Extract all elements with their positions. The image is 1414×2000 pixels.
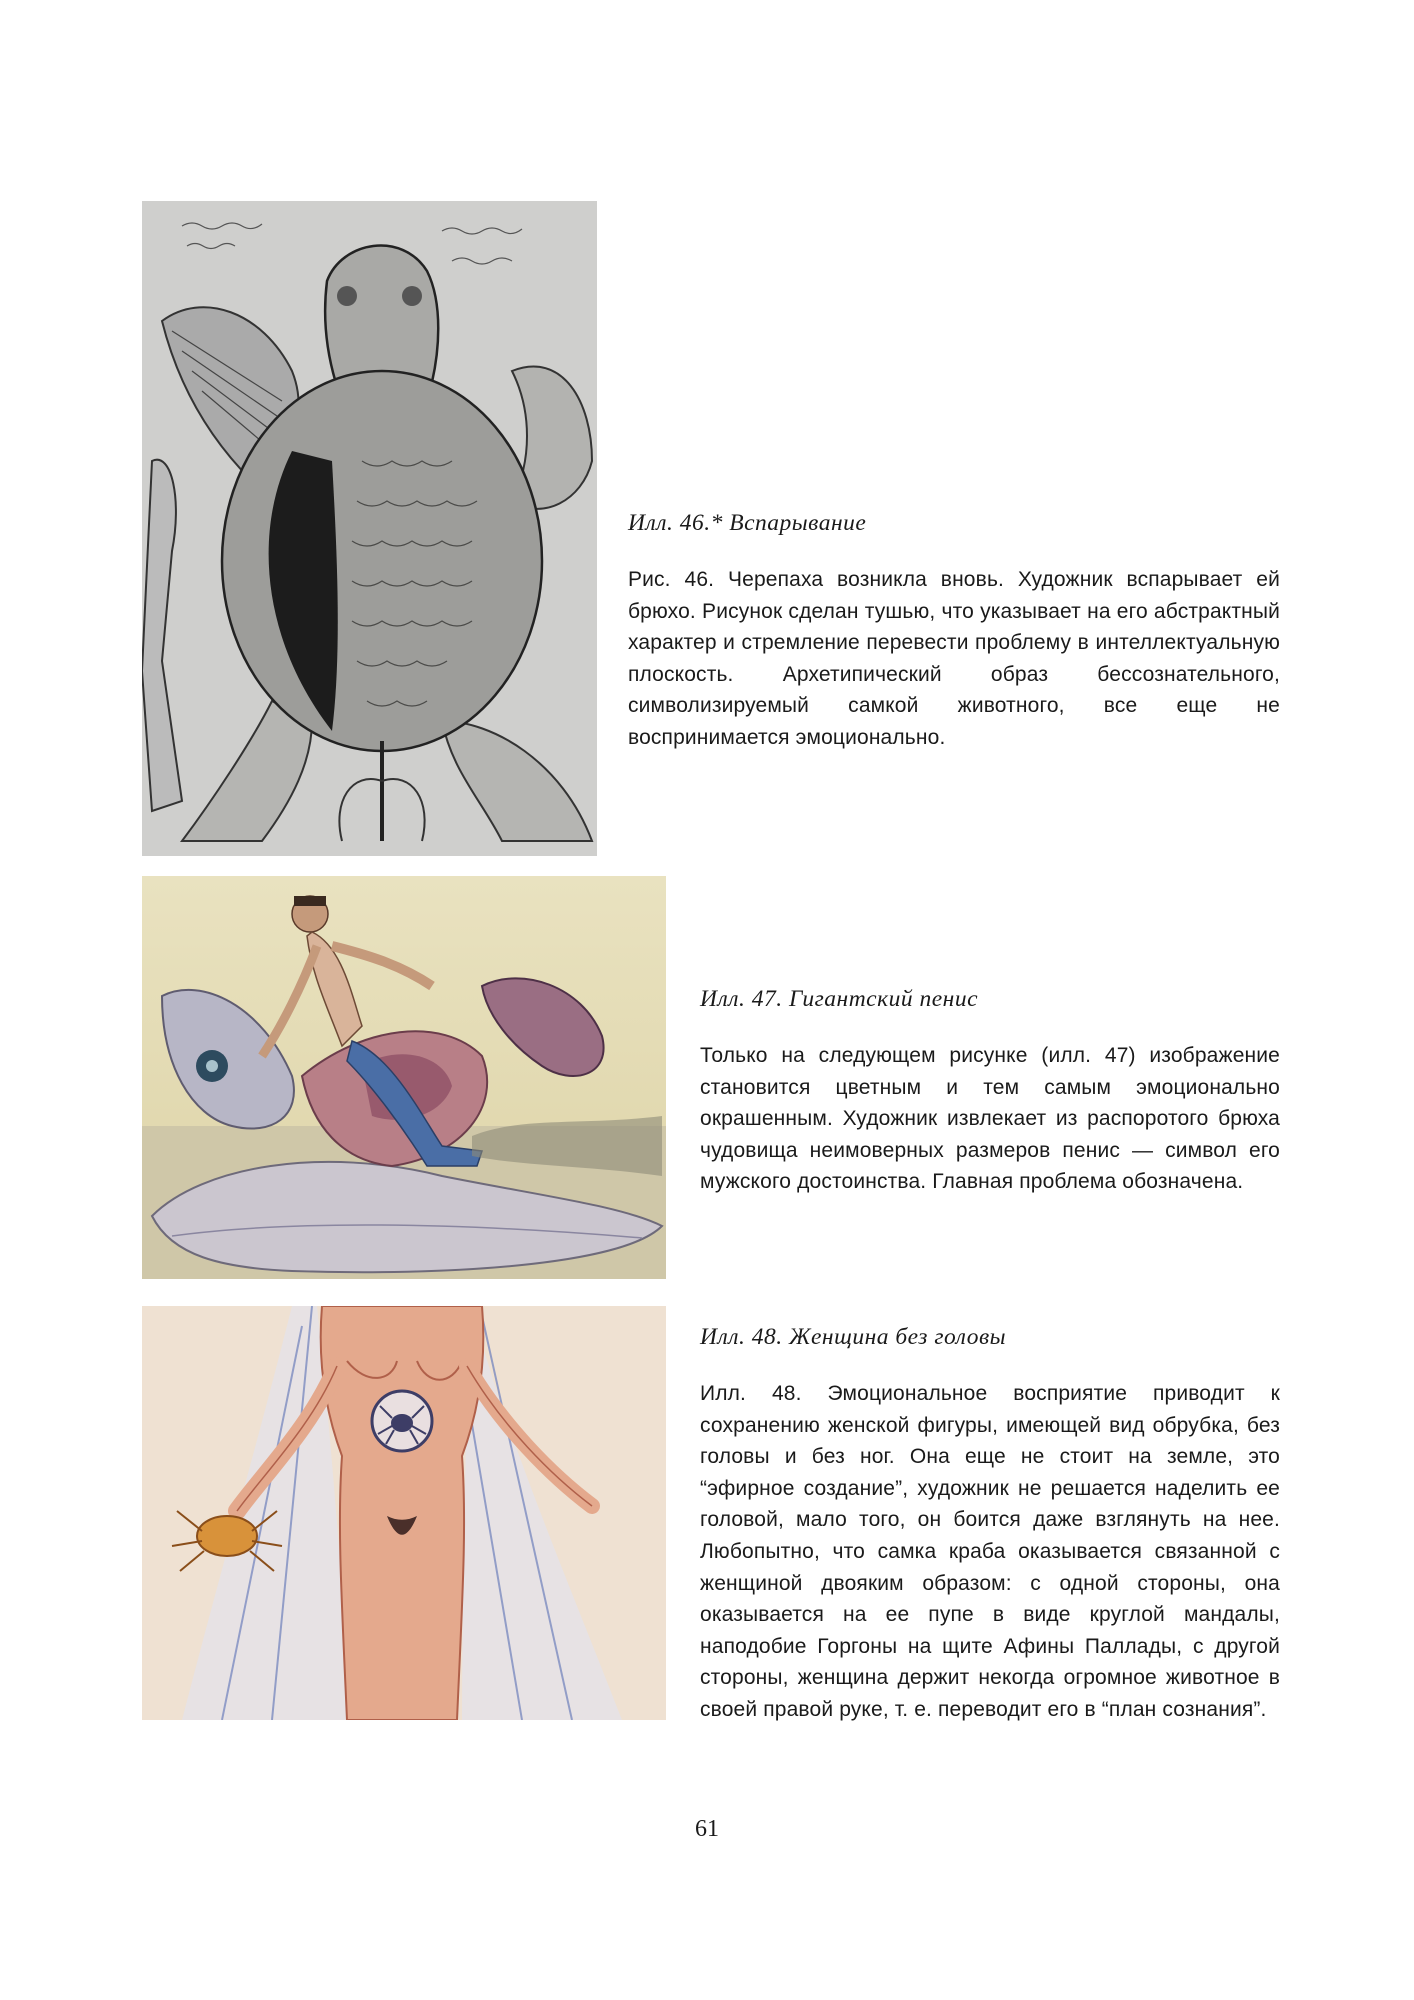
figure-46-image bbox=[142, 201, 597, 856]
page-number: 61 bbox=[695, 1816, 719, 1842]
figure-48-caption bbox=[700, 1322, 1280, 1726]
figure-46-caption bbox=[628, 508, 1280, 754]
figure-47-image bbox=[142, 876, 666, 1279]
figure-48-title: Илл. 48. Женщина без головы bbox=[700, 1324, 1007, 1350]
figure-47-title: Илл. 47. Гигантский пенис bbox=[700, 986, 978, 1012]
figure-47-caption bbox=[700, 984, 1280, 1198]
figure-48-text: Илл. 48. Эмоциональное восприятие приводит к сохранению женской фигуры, имеющей вид обрубка, без головы и без ног. Она еще не стоит на земле, это “эфирное создание”, художник не решается наделить ее головой, мало того, он боится даже взглянуть на нее. Любопытно, что самка краба оказывается связанной с женщиной двояким образом: с одной стороны, она оказывается на ее пупе в виде круглой мандалы, наподобие Горгоны на щите Афины Паллады, с другой стороны, женщина держит некогда огромное животное в своей правой руке, т. е. переводит его в “план сознания”. bbox=[700, 1382, 1280, 1721]
figure-47-text: Только на следующем рисунке (илл. 47) изображение становится цветным и тем самым эмоционально окрашенным. Художник извлекает из распоротого брюха чудовища неимоверных размеров пенис — символ его мужского достоинства. Главная проблема обозначена. bbox=[700, 1044, 1280, 1194]
figure-46-text: Рис. 46. Черепаха возникла вновь. Художник вспарывает ей брюхо. Рисунок сделан тушью, что указывает на его абстрактный характер и стремление перевести проблему в интеллектуальную плоскость. Архетипический образ бессознательного, символизируемый самкой животного, все еще не воспринимается эмоционально. bbox=[628, 568, 1280, 749]
figure-46-title: Илл. 46.* Вспарывание bbox=[628, 510, 867, 536]
figure-48-image bbox=[142, 1306, 666, 1720]
